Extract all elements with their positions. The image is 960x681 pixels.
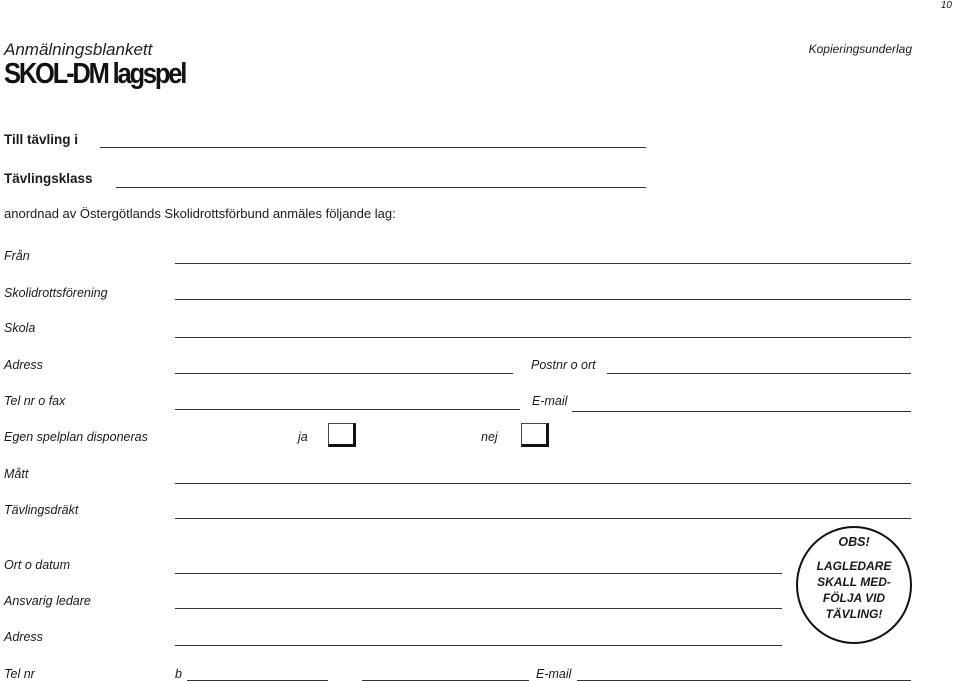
obs-body: LAGLEDARE SKALL MED-FÖLJA VID TÄVLING!	[816, 559, 892, 621]
label-ledare: Ansvarig ledare	[4, 594, 91, 608]
label-skola: Skola	[4, 321, 36, 335]
label-postnr: Postnr o ort	[531, 358, 596, 372]
obs-heading: OBS!	[838, 535, 870, 549]
label-matt: Mått	[4, 467, 29, 481]
label-till-tavling: Till tävling i	[4, 132, 79, 147]
intro-text: anordnad av Östergötlands Skolidrottsförbund anmäles följande lag:	[4, 206, 396, 221]
page-number: 10	[940, 0, 952, 11]
label-telfax: Tel nr o fax	[4, 394, 66, 408]
obs-notice	[796, 526, 912, 644]
field-postnr[interactable]	[607, 373, 911, 374]
label-email: E-mail	[532, 394, 568, 408]
field-till-tavling[interactable]	[100, 147, 646, 148]
label-b: b	[175, 667, 182, 681]
label-forening: Skolidrottsförening	[4, 286, 108, 300]
field-fran[interactable]	[175, 263, 911, 264]
field-forening[interactable]	[175, 299, 911, 300]
field-adress[interactable]	[175, 373, 513, 374]
label-ja: ja	[298, 430, 308, 444]
checkbox-nej[interactable]	[521, 423, 549, 447]
form-title: SKOL-DM lagspel	[4, 58, 186, 90]
field-ort-datum[interactable]	[175, 573, 782, 574]
label-telnr: Tel nr	[4, 667, 35, 681]
field-email[interactable]	[572, 411, 911, 412]
field-adress2[interactable]	[175, 645, 782, 646]
label-nej: nej	[481, 430, 498, 444]
field-matt[interactable]	[175, 483, 911, 484]
label-adress: Adress	[4, 358, 43, 372]
form-subtitle: Anmälningsblankett	[4, 40, 153, 59]
checkbox-ja[interactable]	[328, 423, 356, 447]
field-skola[interactable]	[175, 337, 911, 338]
field-telfax[interactable]	[175, 409, 520, 410]
label-ort-datum: Ort o datum	[4, 558, 70, 572]
field-drakt[interactable]	[175, 518, 911, 519]
copy-note: Kopieringsunderlag	[808, 42, 912, 56]
label-spelplan: Egen spelplan disponeras	[4, 430, 148, 444]
label-drakt: Tävlingsdräkt	[4, 503, 79, 517]
label-email2: E-mail	[536, 667, 572, 681]
label-fran: Från	[4, 249, 30, 263]
label-adress2: Adress	[4, 630, 43, 644]
field-ledare[interactable]	[175, 608, 782, 609]
field-tavlingsklass[interactable]	[116, 187, 646, 188]
label-tavlingsklass: Tävlingsklass	[4, 171, 93, 186]
